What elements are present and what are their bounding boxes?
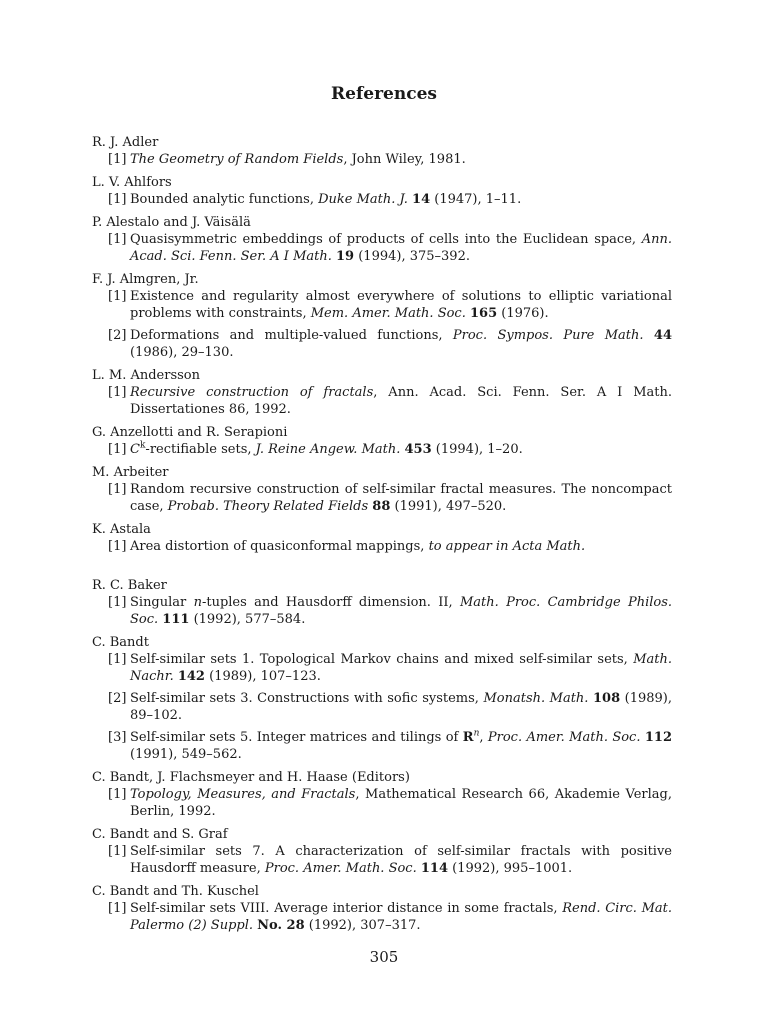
reference-text: 112	[644, 730, 673, 745]
reference-text: Probab. Theory Related Fields	[167, 499, 369, 514]
reference-text: Math. Nachr.	[130, 652, 672, 684]
reference-text: Topology, Measures, and Fractals	[130, 787, 356, 802]
reference-text: Singular	[130, 595, 194, 610]
reference-text: (1991), 497–520.	[390, 499, 507, 514]
reference-text: 165	[469, 306, 498, 321]
reference-text: Quasisymmetric embeddings of products of cells into the Euclidean space,	[130, 232, 642, 247]
reference-text: J. Reine Angew. Math.	[255, 442, 401, 457]
reference-entry	[92, 288, 672, 322]
reference-number: [1]	[108, 289, 127, 304]
reference-number: [1]	[108, 787, 127, 802]
reference-text: R	[462, 730, 474, 745]
reference-text: 453	[404, 442, 432, 457]
reference-number: [1]	[108, 232, 127, 247]
reference-text: (1989), 89–102.	[130, 691, 673, 723]
reference-number: [2]	[108, 691, 127, 706]
reference-text: (1989), 107–123.	[204, 669, 321, 684]
reference-text: (1986), 29–130.	[130, 345, 234, 360]
reference-author: C. Bandt	[92, 635, 149, 650]
reference-text: Proc. Amer. Math. Soc.	[487, 730, 641, 745]
reference-text: 44	[653, 328, 672, 343]
reference-number: [1]	[108, 652, 127, 667]
reference-entry	[92, 441, 672, 458]
reference-author: K. Astala	[92, 522, 151, 537]
page-title: References	[331, 84, 437, 104]
reference-text: Proc. Sympos. Pure Math.	[452, 328, 644, 343]
reference-text: -tuples and Hausdorff dimension. II,	[201, 595, 460, 610]
reference-number: [1]	[108, 152, 127, 167]
reference-entry	[92, 729, 672, 763]
reference-text: The Geometry of Random Fields	[130, 152, 344, 167]
reference-text: , Ann. Acad. Sci. Fenn. Ser. A I Math. Dissertationes 86, 1992.	[130, 385, 672, 417]
reference-text: 142	[177, 669, 205, 684]
reference-text: 111	[162, 612, 190, 627]
reference-text: 88	[372, 499, 391, 514]
reference-text: Existence and regularity almost everywhere of solutions to elliptic variational problems with constraints,	[130, 289, 672, 321]
reference-text: Bounded analytic functions,	[130, 192, 319, 207]
reference-entry	[92, 384, 672, 418]
reference-entry	[92, 651, 672, 685]
reference-number: [1]	[108, 442, 127, 457]
reference-entry	[92, 327, 672, 361]
reference-entry	[92, 151, 672, 168]
reference-text: (1994), 1–20.	[431, 442, 523, 457]
reference-author: R. C. Baker	[92, 578, 167, 593]
reference-text: Recursive construction of fractals	[130, 385, 374, 400]
reference-entry	[92, 231, 672, 265]
reference-text: (1992), 995–1001.	[448, 861, 573, 876]
reference-author: R. J. Adler	[92, 135, 159, 150]
reference-text: Area distortion of quasiconformal mappings,	[130, 539, 429, 554]
reference-text: , John Wiley, 1981.	[343, 152, 466, 167]
reference-number: [1]	[108, 539, 127, 554]
reference-text: Random recursive construction of self-similar fractal measures. The noncompact case,	[130, 482, 672, 514]
reference-number: [1]	[108, 192, 127, 207]
reference-entry	[92, 538, 672, 555]
reference-text: Monatsh. Math.	[483, 691, 589, 706]
reference-text: Self-similar sets 7. A characterization of self-similar fractals with positive Hausdorff measure,	[130, 844, 672, 876]
reference-author: L. M. Andersson	[92, 368, 201, 383]
reference-number: [1]	[108, 482, 127, 497]
reference-text: , Mathematical Research 66, Akademie Verlag, Berlin, 1992.	[130, 787, 672, 819]
reference-text: ,	[479, 730, 488, 745]
reference-number: [1]	[108, 595, 127, 610]
reference-text: 114	[420, 861, 449, 876]
reference-text: Rend. Circ. Mat. Palermo (2) Suppl.	[130, 901, 672, 933]
reference-text: C	[130, 442, 140, 457]
reference-number: [3]	[108, 730, 127, 745]
reference-text: k	[139, 440, 146, 451]
reference-text: 14	[412, 192, 431, 207]
reference-author: G. Anzellotti and R. Serapioni	[92, 425, 288, 440]
reference-text	[644, 328, 654, 343]
reference-author: L. V. Ahlfors	[92, 175, 172, 190]
reference-text: (1991), 549–562.	[130, 747, 242, 762]
reference-author: M. Arbeiter	[92, 465, 169, 480]
reference-text: No. 28	[257, 918, 305, 933]
reference-text: (1992), 307–317.	[304, 918, 421, 933]
reference-text: 19	[336, 249, 355, 264]
reference-text: n	[473, 728, 480, 739]
reference-text: Ann. Acad. Sci. Fenn. Ser. A I Math.	[130, 232, 672, 264]
reference-text: to appear in Acta Math.	[428, 539, 586, 554]
reference-text: Self-similar sets VIII. Average interior distance in some fractals,	[130, 901, 563, 916]
reference-text: Self-similar sets 1. Topological Markov chains and mixed self-similar sets,	[130, 652, 634, 667]
reference-text: Self-similar sets 3. Constructions with sofic systems,	[130, 691, 484, 706]
reference-text: Deformations and multiple-valued functions,	[130, 328, 453, 343]
reference-text: (1992), 577–584.	[189, 612, 306, 627]
reference-number: [1]	[108, 901, 127, 916]
reference-author: C. Bandt and Th. Kuschel	[92, 884, 259, 899]
reference-entry	[92, 900, 672, 934]
reference-number: [1]	[108, 844, 127, 859]
reference-entry	[92, 843, 672, 877]
reference-text: Proc. Amer. Math. Soc.	[264, 861, 417, 876]
reference-text: Math. Proc. Cambridge Philos. Soc.	[130, 595, 673, 627]
reference-author: F. J. Almgren, Jr.	[92, 272, 199, 287]
reference-entry	[92, 594, 672, 628]
reference-list	[92, 134, 672, 934]
reference-entry	[92, 481, 672, 515]
reference-text: n	[193, 595, 202, 610]
reference-entry	[92, 690, 672, 724]
reference-text: (1994), 375–392.	[354, 249, 470, 264]
reference-text: 108	[592, 691, 621, 706]
reference-author: C. Bandt, J. Flachsmeyer and H. Haase (Editors)	[92, 770, 410, 785]
reference-text: (1976).	[497, 306, 549, 321]
reference-entry	[92, 191, 672, 208]
reference-text: -rectifiable sets,	[145, 442, 256, 457]
reference-number: [1]	[108, 385, 127, 400]
reference-text: Self-similar sets 5. Integer matrices and tilings of	[130, 730, 463, 745]
reference-number: [2]	[108, 328, 127, 343]
page-number: 305	[369, 948, 399, 966]
reference-text: Mem. Amer. Math. Soc.	[310, 306, 466, 321]
reference-text: Duke Math. J.	[318, 192, 408, 207]
reference-author: C. Bandt and S. Graf	[92, 827, 228, 842]
reference-text: (1947), 1–11.	[430, 192, 522, 207]
reference-author: P. Alestalo and J. Väisälä	[92, 215, 251, 230]
reference-entry	[92, 786, 672, 820]
